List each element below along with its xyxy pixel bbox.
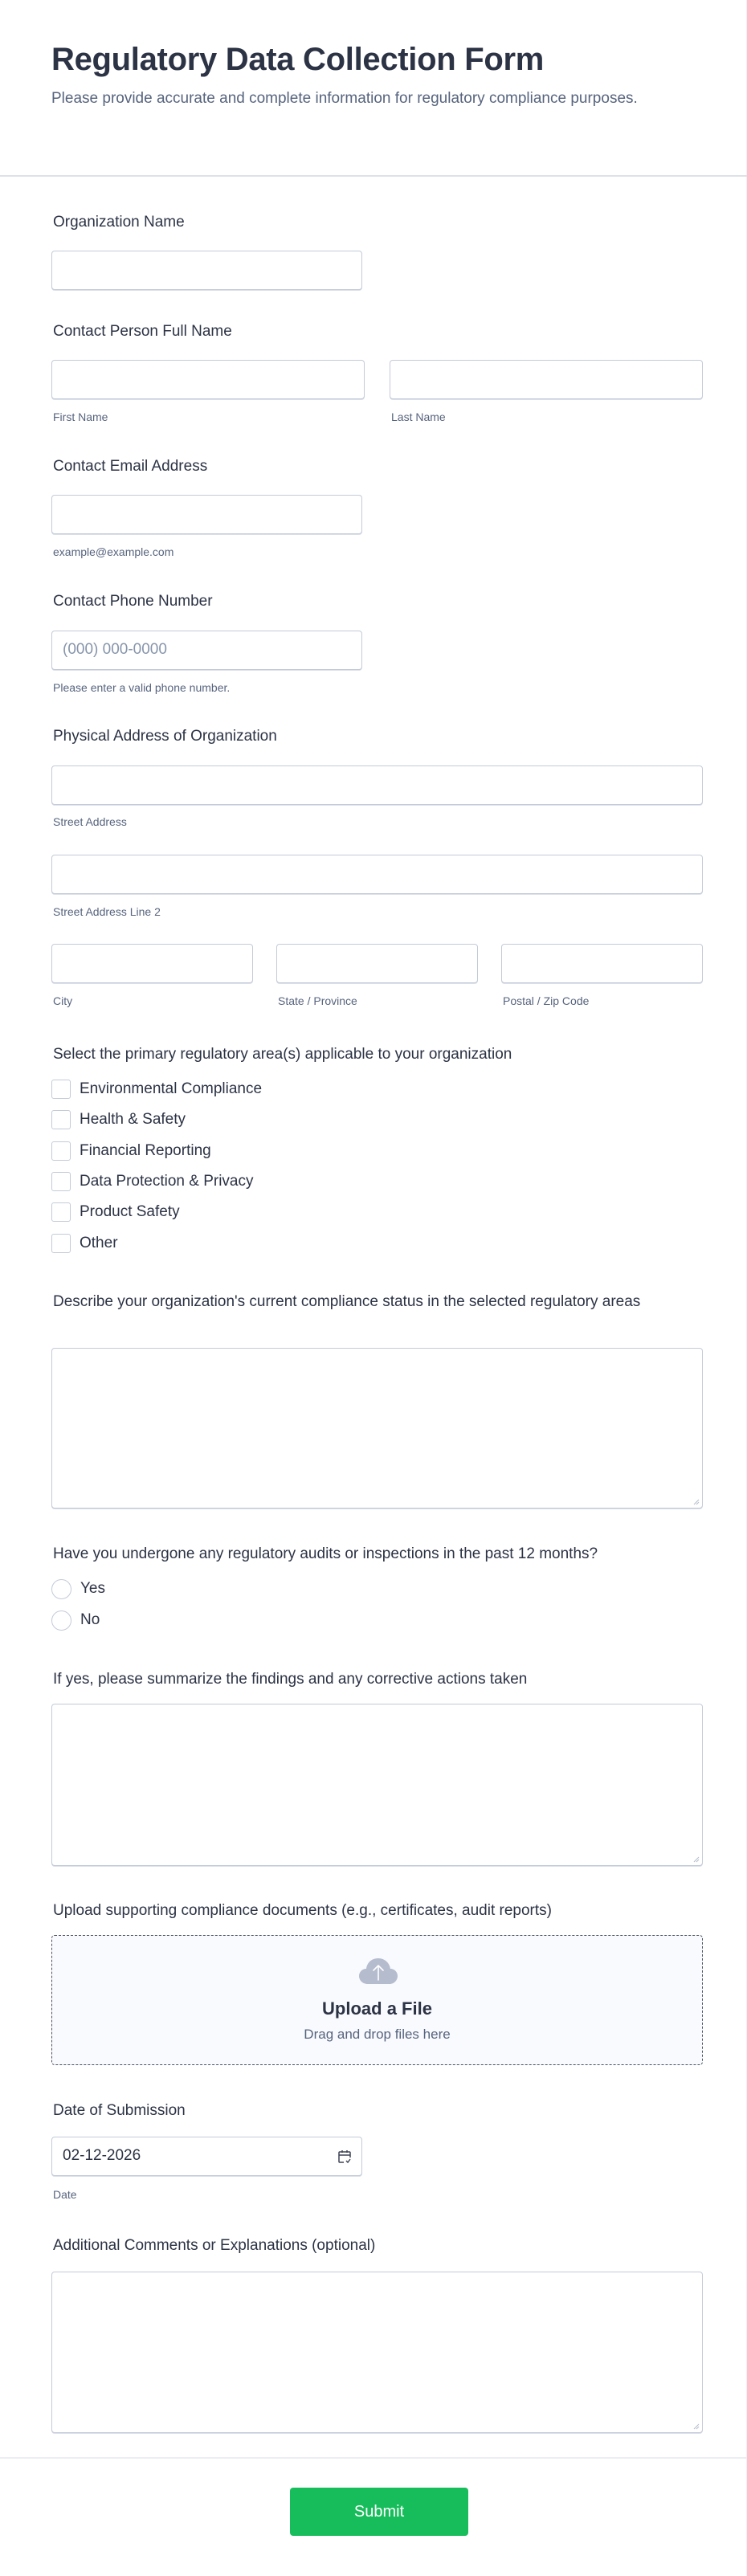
street-address-line2-input[interactable] — [51, 855, 703, 894]
checkbox-option-product-safety[interactable] — [51, 1202, 180, 1223]
radio-button[interactable] — [51, 1611, 71, 1631]
checkbox-label: Health & Safety — [80, 1111, 186, 1128]
upload-title: Upload a File — [322, 1998, 432, 2019]
radio-button[interactable] — [51, 1579, 71, 1599]
contact-name-label: Contact Person Full Name — [53, 323, 232, 340]
submit-button[interactable]: Submit — [290, 2488, 468, 2536]
date-label: Date of Submission — [53, 2102, 186, 2119]
phone-sublabel: Please enter a valid phone number. — [53, 681, 231, 694]
checkbox-option-environmental[interactable] — [51, 1079, 262, 1100]
upload-subtitle: Drag and drop files here — [304, 2027, 451, 2042]
last-name-sublabel: Last Name — [391, 410, 446, 423]
audits-label: Have you undergone any regulatory audits or inspections in the past 12 months? — [53, 1545, 598, 1562]
comments-label: Additional Comments or Explanations (optional) — [53, 2237, 376, 2254]
checkbox-label: Financial Reporting — [80, 1142, 211, 1159]
checkbox[interactable] — [51, 1202, 71, 1222]
address-label: Physical Address of Organization — [53, 728, 277, 745]
radio-option-yes[interactable] — [51, 1578, 105, 1599]
checkbox-label: Product Safety — [80, 1203, 180, 1220]
last-name-input[interactable] — [390, 360, 703, 399]
form-title: Regulatory Data Collection Form — [51, 42, 545, 77]
postal-code-sublabel: Postal / Zip Code — [503, 994, 590, 1007]
checkbox-option-financial[interactable] — [51, 1141, 211, 1161]
cloud-upload-icon — [358, 1957, 398, 1986]
checkbox[interactable] — [51, 1110, 71, 1129]
upload-label: Upload supporting compliance documents (e.g., certificates, audit reports) — [53, 1902, 552, 1919]
checkbox-option-other[interactable] — [51, 1233, 118, 1254]
radio-label: Yes — [80, 1580, 105, 1597]
radio-label: No — [80, 1611, 100, 1628]
city-input[interactable] — [51, 944, 253, 983]
checkbox[interactable] — [51, 1172, 71, 1191]
checkbox-option-data-protection[interactable] — [51, 1171, 253, 1192]
form-subtitle: Please provide accurate and complete information for regulatory compliance purposes. — [51, 90, 638, 107]
state-input[interactable] — [276, 944, 478, 983]
first-name-input[interactable] — [51, 360, 365, 399]
form-header — [0, 0, 747, 177]
checkbox-label: Data Protection & Privacy — [80, 1173, 254, 1190]
checkbox-label: Other — [80, 1235, 118, 1251]
resize-handle-icon[interactable] — [692, 2423, 700, 2430]
compliance-status-label: Describe your organization's current compliance status in the selected regulatory areas — [53, 1293, 641, 1310]
phone-placeholder: (000) 000-0000 — [63, 641, 167, 658]
postal-code-input[interactable] — [501, 944, 703, 983]
findings-label: If yes, please summarize the findings and any corrective actions taken — [53, 1671, 528, 1688]
organization-name-input[interactable] — [51, 251, 362, 290]
state-sublabel: State / Province — [278, 994, 357, 1007]
checkbox[interactable] — [51, 1080, 71, 1099]
date-input[interactable] — [51, 2137, 362, 2176]
radio-option-no[interactable] — [51, 1610, 100, 1631]
resize-handle-icon[interactable] — [692, 1498, 700, 1505]
email-label: Contact Email Address — [53, 458, 208, 475]
checkbox[interactable] — [51, 1234, 71, 1253]
checkbox-label: Environmental Compliance — [80, 1080, 263, 1097]
city-sublabel: City — [53, 994, 73, 1007]
file-upload-dropzone[interactable] — [51, 1935, 703, 2065]
findings-textarea[interactable] — [51, 1704, 703, 1866]
comments-textarea[interactable] — [51, 2272, 703, 2433]
date-sublabel: Date — [53, 2188, 77, 2201]
footer-divider — [0, 2457, 747, 2459]
calendar-icon[interactable] — [337, 2149, 352, 2165]
email-sublabel: example@example.com — [53, 545, 174, 558]
checkbox-option-health-safety[interactable] — [51, 1109, 186, 1130]
street-address-sublabel: Street Address — [53, 815, 127, 828]
regulatory-areas-label: Select the primary regulatory area(s) applicable to your organization — [53, 1046, 512, 1063]
street-address-input[interactable] — [51, 765, 703, 805]
email-input[interactable] — [51, 495, 362, 534]
organization-name-label: Organization Name — [53, 214, 185, 231]
checkbox[interactable] — [51, 1141, 71, 1161]
compliance-status-textarea[interactable] — [51, 1348, 703, 1508]
date-value: 02-12-2026 — [63, 2147, 141, 2164]
street-address-line2-sublabel: Street Address Line 2 — [53, 905, 161, 918]
resize-handle-icon[interactable] — [692, 1855, 700, 1863]
first-name-sublabel: First Name — [53, 410, 108, 423]
phone-label: Contact Phone Number — [53, 593, 213, 610]
phone-input[interactable] — [51, 631, 362, 670]
